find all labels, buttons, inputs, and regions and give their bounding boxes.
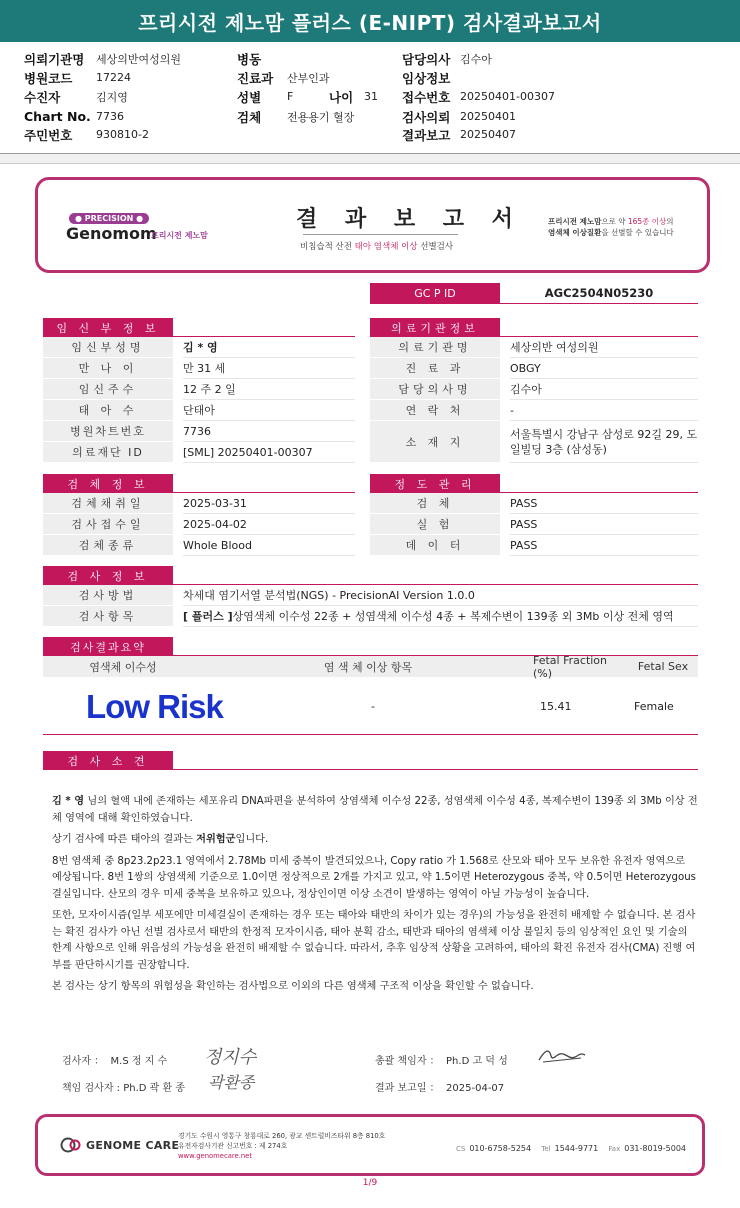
result-report-value: 20250407 xyxy=(460,128,516,141)
age-label: 만 나 이 xyxy=(43,358,173,379)
institution-label: 의뢰기관명 xyxy=(24,51,85,67)
genomom-logo: Genomom xyxy=(66,224,157,243)
finding-paragraph: 김 * 영 님의 혈액 내에 존재하는 세포유리 DNA파편을 분석하여 상염색체 이수성 22종, 성염색체 이수성 4종, 복제수변이 139종 외 3Mb 이상 전체 영역에 대해 확인하였습니다. xyxy=(52,796,698,824)
gcpid-label: GC P ID xyxy=(370,283,500,304)
contact-value: - xyxy=(510,400,698,421)
genome-care-logo xyxy=(60,1137,179,1153)
chief: 총괄 책임자 ： Ph.D 고 덕 성 xyxy=(375,1056,508,1067)
department-value: OBGY xyxy=(510,358,698,379)
genome-care-name: GENOME CARE xyxy=(86,1138,180,1152)
gestation-value: 12 주 2 일 xyxy=(183,379,355,400)
card-tagline: 프리시전 제노맘으로 약 165종 이상의 염색체 이상질환을 선별할 수 있습니다 xyxy=(548,217,674,237)
doctor-label: 담당의사 xyxy=(402,51,451,67)
finding-paragraph: 본 검사는 상기 항목의 위험성을 확인하는 검사법으로 이외의 다른 염색체 구조적 이상을 확인할 수 없습니다. xyxy=(52,981,534,992)
reviewer: 책임 검사자 : Ph.D 곽 환 종 xyxy=(62,1083,185,1094)
age-label: 나이 xyxy=(329,89,354,105)
department-value: 산부인과 xyxy=(287,71,330,85)
tester: 검사자 ： M.S 정 지 수 xyxy=(62,1056,168,1067)
hospital-code-label: 병원코드 xyxy=(24,70,73,86)
doctor-value: 김수아 xyxy=(510,379,698,400)
finding-paragraph: 상기 검사에 따른 태아의 결과는 저위험군입니다. xyxy=(52,834,269,845)
test-method-label: 검사방법 xyxy=(43,585,173,606)
qc-specimen-label: 검 체 xyxy=(370,493,500,514)
findings-text xyxy=(52,794,698,1001)
test-info-header: 검 사 정 보 xyxy=(43,566,173,585)
address-label: 소 재 지 xyxy=(370,421,500,463)
chart-no-value: 7736 xyxy=(96,110,124,123)
receipt-date-value: 2025-04-02 xyxy=(183,514,355,535)
test-item-value: [ 플러스 ] 상염색체 이수성 22종 + 성염색체 이수성 4종 + 복제수변이 139종 외 3Mb 이상 전체 영역 xyxy=(183,606,698,627)
footer-contact: CS 010-6758-5254 Tel 1544-9771 Fax 031-8019-5004 xyxy=(456,1144,686,1153)
chief-signature xyxy=(535,1044,587,1066)
report-header-card xyxy=(35,177,710,273)
institution-value: 세상의반여성의원 xyxy=(96,52,182,66)
title-rule xyxy=(303,234,458,235)
receipt-no-label: 접수번호 xyxy=(402,89,451,105)
fetus-count-value: 단태아 xyxy=(183,400,355,421)
result-report-label: 결과보고 xyxy=(402,127,451,143)
test-method-value: 차세대 염기서열 분석법(NGS) - PrecisionAI Version 1.0.0 xyxy=(183,585,698,606)
specimen-value: 전용용기 혈장 xyxy=(287,110,355,124)
tester-signature: 정지수 xyxy=(204,1047,257,1068)
age-value: 31 xyxy=(364,90,378,103)
findings-header: 검 사 소 견 xyxy=(43,751,173,770)
col-aneuploidy: 염색체 이수성 xyxy=(43,656,203,677)
department-label: 진 료 과 xyxy=(370,358,500,379)
collector-label: 수진자 xyxy=(24,89,61,105)
specimen-type-label: 검체종류 xyxy=(43,535,173,556)
receipt-no-value: 20250401-00307 xyxy=(460,90,555,103)
report-date: 결과 보고일 ： 2025-04-07 xyxy=(375,1083,505,1094)
gestation-label: 임신주수 xyxy=(43,379,173,400)
finding-paragraph: 또한, 모자이시즘(일부 세포에만 미세결실이 존재하는 경우 또는 태아와 태반의 차이가 있는 경우)의 가능성을 완전히 배제할 수 없습니다. 본 검사는 확진 검사가 아닌 선별 검사로서 태반의 한정적 모자이시즘, 태아 분획 감소, 태반과 태아의 염색체 이상 불일치 등의 임상적인 요인 및 기술의 한계 사항으로 인해 위음성의 가능성을 완전히 배제할 수 없습니다. 따라서, 추후 임상적 상황을 고려하여, 태아의 확진 유전자 검사(CMA) 진행 여부를 판단하시기를 권장합니다. xyxy=(52,910,696,971)
address-value: 서울특별시 강남구 삼성로 92길 29, 도일빌딩 3층 (삼성동) xyxy=(510,421,698,463)
finding-paragraph: 8번 염색체 중 8p23.2p23.1 영역에서 2.78Mb 미세 중복이 발견되었으나, Copy ratio 가 1.568로 산모와 태아 모두 보유한 유전자 영역으로 예상됩니다. 8번 1쌍의 상염색체 기준으로 1.0이면 정상적으로 2개를 가지고 있고, 약 1.5이면 Heterozygous 중복, 약 0.5이면 Heterozygous 결실입니다. 산모의 경우 미세 중복을 보유하고 있으나, 정상인이면 이상 소견이 발생하는 영역이 아닐 가능성이 높습니다. xyxy=(52,855,696,900)
test-request-value: 20250401 xyxy=(460,110,516,123)
patient-meta xyxy=(0,42,740,154)
resident-no-value: 930810-2 xyxy=(96,128,149,141)
contact-label: 연 락 처 xyxy=(370,400,500,421)
doctor-value: 김수아 xyxy=(460,52,492,66)
qc-experiment-label: 실 험 xyxy=(370,514,500,535)
footer-address: 경기도 수원시 영통구 창룡대로 260, 광교 센트럴비즈타워 8층 810호 유전자검사기관 신고번호 : 제 274호 www.genomecare.net xyxy=(178,1132,386,1160)
precision-badge: ● PRECISION ● xyxy=(69,213,149,224)
footer-card xyxy=(35,1114,705,1176)
institution-info-header: 의료기관정보 xyxy=(370,318,500,337)
specimen-info-header: 검 체 정 보 xyxy=(43,474,173,493)
abnormal-item-value: - xyxy=(371,700,375,713)
collection-date-value: 2025-03-31 xyxy=(183,493,355,514)
specimen-label: 검체 xyxy=(237,109,262,125)
pregnant-name-value: 김 * 영 xyxy=(183,337,355,358)
sex-value: F xyxy=(287,90,294,103)
fetal-sex-value: Female xyxy=(634,700,674,713)
separator xyxy=(0,154,740,164)
fetal-fraction-value: 15.41 xyxy=(540,700,572,713)
col-abnormal-items: 염 색 체 이상 항목 xyxy=(203,656,533,677)
pregnant-info-header: 임 신 부 정 보 xyxy=(43,318,173,337)
qc-data-label: 데 이 터 xyxy=(370,535,500,556)
test-item-label: 검사항목 xyxy=(43,606,173,627)
age-value: 만 31 세 xyxy=(183,358,355,379)
reviewer-signature: 곽환종 xyxy=(208,1073,255,1092)
col-fetal-sex: Fetal Sex xyxy=(628,656,698,677)
summary-bottom-line xyxy=(43,734,698,735)
specimen-type-value: Whole Blood xyxy=(183,535,355,556)
resident-no-label: 주민번호 xyxy=(24,127,73,143)
genomom-logo-sub: 프리시전 제노맘 xyxy=(151,231,208,240)
pregnant-name-label: 임신부성명 xyxy=(43,337,173,358)
col-fetal-fraction: Fetal Fraction (%) xyxy=(533,656,628,677)
genome-care-icon xyxy=(60,1137,82,1153)
section-line xyxy=(173,769,698,770)
foundation-id-label: 의료재단 ID xyxy=(43,442,173,463)
qc-data-value: PASS xyxy=(510,535,698,556)
chart-no-label: Chart No. xyxy=(24,109,91,124)
qc-experiment-value: PASS xyxy=(510,514,698,535)
summary-header: 검사결과요약 xyxy=(43,637,173,656)
institution-name-label: 의료기관명 xyxy=(370,337,500,358)
collector-value: 김지영 xyxy=(96,90,128,104)
fetus-count-label: 태 아 수 xyxy=(43,400,173,421)
website-link[interactable]: www.genomecare.net xyxy=(178,1152,253,1160)
foundation-id-value: [SML] 20250401-00307 xyxy=(183,442,355,463)
doctor-label: 담당의사명 xyxy=(370,379,500,400)
page-number: 1/9 xyxy=(362,1178,378,1188)
hospital-chart-value: 7736 xyxy=(183,421,355,442)
risk-result: Low Risk xyxy=(86,688,223,725)
sex-label: 성별 xyxy=(237,89,262,105)
hospital-code-value: 17224 xyxy=(96,71,131,84)
report-title: 프리시전 제노맘 플러스 (E-NIPT) 검사결과보고서 xyxy=(0,0,740,42)
qc-header: 정 도 관 리 xyxy=(370,474,500,493)
qc-specimen-value: PASS xyxy=(510,493,698,514)
clinical-info-label: 임상정보 xyxy=(402,70,451,86)
gcpid-value: AGC2504N05230 xyxy=(500,283,698,304)
hospital-chart-label: 병원차트번호 xyxy=(43,421,173,442)
collection-date-label: 검체채취일 xyxy=(43,493,173,514)
department-label: 진료과 xyxy=(237,70,274,86)
ward-label: 병동 xyxy=(237,51,262,67)
receipt-date-label: 검사접수일 xyxy=(43,514,173,535)
institution-name-value: 세상의반 여성의원 xyxy=(510,337,698,358)
card-subtitle: 비침습적 산전 태아 염색체 이상 선별검사 xyxy=(300,242,454,252)
card-title: 결 과 보 고 서 xyxy=(296,207,523,232)
test-request-label: 검사의뢰 xyxy=(402,109,451,125)
